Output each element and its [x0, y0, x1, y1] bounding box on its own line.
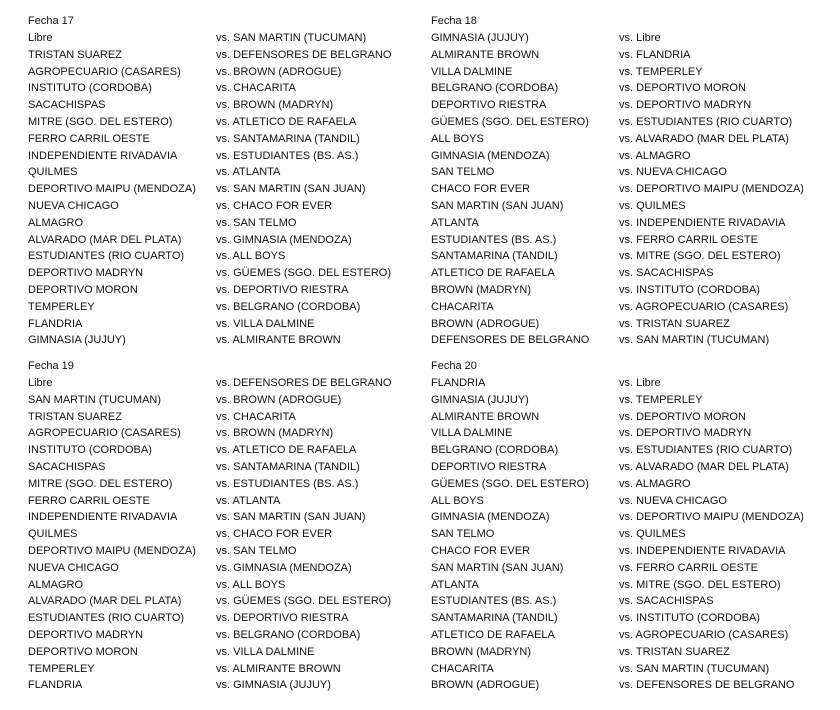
match-row — [28, 265, 428, 282]
home-team: DEPORTIVO MORON — [28, 283, 138, 296]
home-team: VILLA DALMINE — [431, 65, 513, 78]
match-row — [28, 459, 428, 476]
home-team: INSTITUTO (CORDOBA) — [28, 444, 152, 457]
match-row — [28, 232, 428, 249]
match-row — [28, 148, 428, 165]
away-team: vs. BROWN (MADRYN) — [216, 427, 334, 440]
away-team: vs. ATLETICO DE RAFAELA — [216, 115, 357, 128]
home-team: FERRO CARRIL OESTE — [28, 132, 150, 145]
away-team: vs. ATLANTA — [216, 166, 281, 179]
away-team: vs. FERRO CARRIL OESTE — [619, 233, 758, 246]
home-team: ALMIRANTE BROWN — [431, 48, 540, 61]
match-row — [28, 198, 428, 215]
away-team: vs. BROWN (MADRYN) — [216, 99, 334, 112]
match-row — [431, 248, 831, 265]
away-team: vs. SAN MARTIN (TUCUMAN) — [216, 32, 367, 44]
match-row — [431, 181, 831, 198]
match-row — [28, 80, 428, 97]
match-row — [431, 493, 831, 510]
home-team: CHACO FOR EVER — [431, 544, 531, 557]
away-team: vs. BELGRANO (CORDOBA) — [216, 628, 361, 641]
home-team: ATLETICO DE RAFAELA — [431, 628, 555, 641]
away-team: vs. CHACARITA — [216, 82, 296, 95]
match-row — [431, 627, 831, 644]
away-team: vs. ALMAGRO — [619, 477, 691, 490]
match-row — [28, 282, 428, 299]
match-row — [28, 543, 428, 560]
home-team: FERRO CARRIL OESTE — [28, 494, 150, 507]
away-team: vs. SAN MARTIN (TUCUMAN) — [619, 334, 770, 347]
away-team: vs. ESTUDIANTES (BS. AS.) — [216, 149, 359, 162]
away-team: vs. TRISTAN SUAREZ — [619, 645, 730, 658]
match-row — [431, 593, 831, 610]
home-team: DEPORTIVO MAIPU (MENDOZA) — [28, 183, 196, 196]
away-team: vs. VILLA DALMINE — [216, 317, 315, 330]
home-team: ESTUDIANTES (RIO CUARTO) — [28, 250, 185, 263]
away-team: vs. ALMAGRO — [619, 149, 691, 162]
away-team: vs. FLANDRIA — [619, 48, 691, 61]
match-row — [28, 114, 428, 131]
home-team: BELGRANO (CORDOBA) — [431, 82, 559, 95]
home-team: QUILMES — [28, 166, 78, 179]
home-team: INDEPENDIENTE RIVADAVIA — [28, 149, 178, 162]
match-row — [431, 114, 831, 131]
match-row — [28, 181, 428, 198]
away-team: vs. DEPORTIVO MAIPU (MENDOZA) — [619, 511, 804, 524]
away-team: vs. AGROPECUARIO (CASARES) — [619, 628, 789, 641]
home-team: DEPORTIVO MADRYN — [28, 267, 144, 280]
away-team: vs. BELGRANO (CORDOBA) — [216, 300, 361, 313]
match-row — [431, 198, 831, 215]
match-row — [431, 148, 831, 165]
match-row — [431, 610, 831, 627]
away-team: vs. BROWN (ADROGUE) — [216, 65, 342, 78]
away-team: vs. DEFENSORES DE BELGRANO — [216, 377, 392, 389]
away-team: vs. INDEPENDIENTE RIVADAVIA — [619, 544, 786, 557]
match-row — [28, 593, 428, 610]
home-team: BROWN (MADRYN) — [431, 645, 532, 658]
away-team: vs. ALVARADO (MAR DEL PLATA) — [619, 460, 789, 473]
match-row — [431, 425, 831, 442]
home-team: GÜEMES (SGO. DEL ESTERO) — [431, 115, 589, 128]
fecha-18-block — [431, 13, 831, 349]
away-team: vs. INSTITUTO (CORDOBA) — [619, 283, 760, 296]
away-team: vs. TRISTAN SUAREZ — [619, 317, 730, 330]
home-team: ALL BOYS — [431, 132, 484, 145]
match-row — [28, 332, 428, 349]
home-team: TEMPERLEY — [28, 662, 95, 675]
away-team: vs. SAN MARTIN (SAN JUAN) — [216, 183, 366, 196]
away-team: vs. NUEVA CHICAGO — [619, 494, 727, 507]
away-team: vs. QUILMES — [619, 199, 686, 212]
home-team: SANTAMARINA (TANDIL) — [431, 612, 558, 625]
home-team: GIMNASIA (JUJUY) — [431, 32, 529, 44]
match-row — [431, 64, 831, 81]
away-team: vs. SAN MARTIN (TUCUMAN) — [619, 662, 770, 675]
match-row — [431, 164, 831, 181]
away-team: vs. CHACO FOR EVER — [216, 528, 333, 541]
fecha-title: Fecha 17 — [28, 15, 74, 27]
match-row — [431, 316, 831, 333]
away-team: vs. SANTAMARINA (TANDIL) — [216, 132, 360, 145]
away-team: vs. DEPORTIVO MADRYN — [619, 427, 752, 440]
match-row — [431, 282, 831, 299]
home-team: BROWN (MADRYN) — [431, 283, 532, 296]
home-team: ALMAGRO — [28, 578, 84, 591]
fecha-20-block — [431, 358, 831, 694]
match-row — [28, 577, 428, 594]
home-team: ATLANTA — [431, 578, 479, 591]
match-row — [28, 299, 428, 316]
match-row — [431, 459, 831, 476]
home-team: FLANDRIA — [28, 679, 83, 692]
away-team: vs. ATLETICO DE RAFAELA — [216, 444, 357, 457]
match-row — [28, 97, 428, 114]
home-team: ESTUDIANTES (BS. AS.) — [431, 595, 557, 608]
away-team: vs. Libre — [619, 377, 661, 389]
away-team: vs. SAN MARTIN (SAN JUAN) — [216, 511, 366, 524]
home-team: ALL BOYS — [431, 494, 484, 507]
home-team: GÜEMES (SGO. DEL ESTERO) — [431, 477, 589, 490]
away-team: vs. DEPORTIVO MORON — [619, 82, 746, 95]
match-row — [431, 526, 831, 543]
home-team: DEFENSORES DE BELGRANO — [431, 334, 590, 347]
match-row — [28, 47, 428, 64]
match-row — [28, 442, 428, 459]
away-team: vs. INDEPENDIENTE RIVADAVIA — [619, 216, 786, 229]
home-team: CHACARITA — [431, 662, 494, 675]
away-team: vs. GIMNASIA (MENDOZA) — [216, 233, 352, 246]
home-team: VILLA DALMINE — [431, 427, 513, 440]
away-team: vs. QUILMES — [619, 528, 686, 541]
away-team: vs. GIMNASIA (MENDOZA) — [216, 561, 352, 574]
away-team: vs. FERRO CARRIL OESTE — [619, 561, 758, 574]
away-team: vs. DEPORTIVO MORON — [619, 410, 746, 423]
away-team: vs. SAN TELMO — [216, 544, 297, 557]
match-row — [28, 64, 428, 81]
home-team: CHACO FOR EVER — [431, 183, 531, 196]
away-team: vs. DEFENSORES DE BELGRANO — [216, 48, 392, 61]
match-row — [431, 560, 831, 577]
match-row — [28, 316, 428, 333]
fecha-title: Fecha 20 — [431, 360, 477, 372]
home-team: FLANDRIA — [431, 377, 486, 389]
home-team: FLANDRIA — [28, 317, 83, 330]
match-row — [28, 493, 428, 510]
home-team: ALVARADO (MAR DEL PLATA) — [28, 595, 182, 608]
fecha-17-block — [28, 13, 428, 349]
home-team: Libre — [28, 377, 53, 389]
home-team: DEPORTIVO MADRYN — [28, 628, 144, 641]
home-team: MITRE (SGO. DEL ESTERO) — [28, 477, 173, 490]
fecha-19-block — [28, 358, 428, 694]
match-row — [28, 425, 428, 442]
home-team: GIMNASIA (JUJUY) — [431, 393, 529, 406]
home-team: GIMNASIA (MENDOZA) — [431, 511, 550, 524]
match-row — [28, 131, 428, 148]
match-row — [431, 97, 831, 114]
home-team: INDEPENDIENTE RIVADAVIA — [28, 511, 178, 524]
match-row — [431, 442, 831, 459]
match-row — [431, 661, 831, 678]
home-team: CHACARITA — [431, 300, 494, 313]
home-team: NUEVA CHICAGO — [28, 561, 119, 574]
home-team: ALMIRANTE BROWN — [431, 410, 540, 423]
home-team: SANTAMARINA (TANDIL) — [431, 250, 558, 263]
away-team: vs. CHACARITA — [216, 410, 296, 423]
match-row — [431, 677, 831, 694]
match-row — [431, 232, 831, 249]
home-team: SAN MARTIN (SAN JUAN) — [431, 561, 564, 574]
away-team: vs. ATLANTA — [216, 494, 281, 507]
home-team: ATLETICO DE RAFAELA — [431, 267, 555, 280]
fecha-title: Fecha 19 — [28, 360, 74, 372]
home-team: DEPORTIVO MORON — [28, 645, 138, 658]
home-team: SACACHISPAS — [28, 460, 106, 473]
home-team: ALMAGRO — [28, 216, 84, 229]
match-row — [431, 577, 831, 594]
home-team: BELGRANO (CORDOBA) — [431, 444, 559, 457]
away-team: vs. DEPORTIVO RIESTRA — [216, 283, 349, 296]
away-team: vs. ALMIRANTE BROWN — [216, 662, 341, 675]
match-row — [28, 248, 428, 265]
away-team: vs. DEFENSORES DE BELGRANO — [619, 679, 795, 692]
home-team: GIMNASIA (JUJUY) — [28, 334, 126, 347]
match-list — [28, 30, 428, 349]
match-row — [431, 409, 831, 426]
match-row — [28, 677, 428, 694]
home-team: QUILMES — [28, 528, 78, 541]
away-team: vs. GIMNASIA (JUJUY) — [216, 679, 331, 692]
home-team: TEMPERLEY — [28, 300, 95, 313]
match-row — [431, 644, 831, 661]
away-team: vs. SAN TELMO — [216, 216, 297, 229]
home-team: SAN MARTIN (TUCUMAN) — [28, 393, 162, 406]
away-team: vs. NUEVA CHICAGO — [619, 166, 727, 179]
away-team: vs. SACACHISPAS — [619, 595, 714, 608]
match-row — [431, 30, 831, 47]
home-team: ESTUDIANTES (RIO CUARTO) — [28, 612, 185, 625]
away-team: vs. TEMPERLEY — [619, 65, 703, 78]
away-team: vs. ALL BOYS — [216, 250, 286, 263]
match-row — [431, 375, 831, 392]
away-team: vs. ALVARADO (MAR DEL PLATA) — [619, 132, 789, 145]
away-team: vs. ESTUDIANTES (RIO CUARTO) — [619, 115, 793, 128]
home-team: SAN TELMO — [431, 166, 495, 179]
away-team: vs. DEPORTIVO MADRYN — [619, 99, 752, 112]
away-team: vs. ESTUDIANTES (RIO CUARTO) — [619, 444, 793, 457]
match-row — [28, 661, 428, 678]
match-row — [28, 560, 428, 577]
match-row — [28, 509, 428, 526]
away-team: vs. VILLA DALMINE — [216, 645, 315, 658]
match-row — [431, 476, 831, 493]
away-team: vs. ESTUDIANTES (BS. AS.) — [216, 477, 359, 490]
away-team: vs. ALMIRANTE BROWN — [216, 334, 341, 347]
home-team: ESTUDIANTES (BS. AS.) — [431, 233, 557, 246]
away-team: vs. MITRE (SGO. DEL ESTERO) — [619, 250, 781, 263]
away-team: vs. AGROPECUARIO (CASARES) — [619, 300, 789, 313]
home-team: BROWN (ADROGUE) — [431, 317, 540, 330]
home-team: DEPORTIVO MAIPU (MENDOZA) — [28, 544, 196, 557]
home-team: BROWN (ADROGUE) — [431, 679, 540, 692]
match-row — [431, 332, 831, 349]
match-row — [431, 215, 831, 232]
away-team: vs. Libre — [619, 32, 661, 44]
match-row — [28, 392, 428, 409]
match-list — [431, 375, 831, 694]
home-team: DEPORTIVO RIESTRA — [431, 460, 547, 473]
match-row — [431, 265, 831, 282]
home-team: TRISTAN SUAREZ — [28, 48, 122, 61]
away-team: vs. TEMPERLEY — [619, 393, 703, 406]
home-team: SAN TELMO — [431, 528, 495, 541]
away-team: vs. INSTITUTO (CORDOBA) — [619, 612, 760, 625]
match-row — [431, 80, 831, 97]
away-team: vs. GÜEMES (SGO. DEL ESTERO) — [216, 267, 392, 280]
home-team: MITRE (SGO. DEL ESTERO) — [28, 115, 173, 128]
match-row — [28, 627, 428, 644]
fecha-title: Fecha 18 — [431, 15, 477, 27]
home-team: SAN MARTIN (SAN JUAN) — [431, 199, 564, 212]
home-team: ALVARADO (MAR DEL PLATA) — [28, 233, 182, 246]
match-row — [28, 644, 428, 661]
match-row — [28, 375, 428, 392]
away-team: vs. CHACO FOR EVER — [216, 199, 333, 212]
match-list — [28, 375, 428, 694]
away-team: vs. GÜEMES (SGO. DEL ESTERO) — [216, 595, 392, 608]
away-team: vs. MITRE (SGO. DEL ESTERO) — [619, 578, 781, 591]
match-row — [431, 47, 831, 64]
away-team: vs. DEPORTIVO RIESTRA — [216, 612, 349, 625]
home-team: AGROPECUARIO (CASARES) — [28, 427, 181, 440]
match-row — [28, 215, 428, 232]
match-row — [431, 543, 831, 560]
away-team: vs. ALL BOYS — [216, 578, 286, 591]
match-row — [28, 476, 428, 493]
home-team: AGROPECUARIO (CASARES) — [28, 65, 181, 78]
match-row — [28, 610, 428, 627]
home-team: NUEVA CHICAGO — [28, 199, 119, 212]
match-row — [28, 409, 428, 426]
away-team: vs. BROWN (ADROGUE) — [216, 393, 342, 406]
home-team: INSTITUTO (CORDOBA) — [28, 82, 152, 95]
home-team: TRISTAN SUAREZ — [28, 410, 122, 423]
match-row — [431, 131, 831, 148]
match-row — [28, 164, 428, 181]
home-team: DEPORTIVO RIESTRA — [431, 99, 547, 112]
away-team: vs. SANTAMARINA (TANDIL) — [216, 460, 360, 473]
home-team: SACACHISPAS — [28, 99, 106, 112]
away-team: vs. DEPORTIVO MAIPU (MENDOZA) — [619, 183, 804, 196]
away-team: vs. SACACHISPAS — [619, 267, 714, 280]
match-row — [431, 392, 831, 409]
home-team: GIMNASIA (MENDOZA) — [431, 149, 550, 162]
match-row — [431, 299, 831, 316]
match-row — [28, 526, 428, 543]
home-team: Libre — [28, 32, 53, 44]
match-list — [431, 30, 831, 349]
match-row — [28, 30, 428, 47]
home-team: ATLANTA — [431, 216, 479, 229]
match-row — [431, 509, 831, 526]
